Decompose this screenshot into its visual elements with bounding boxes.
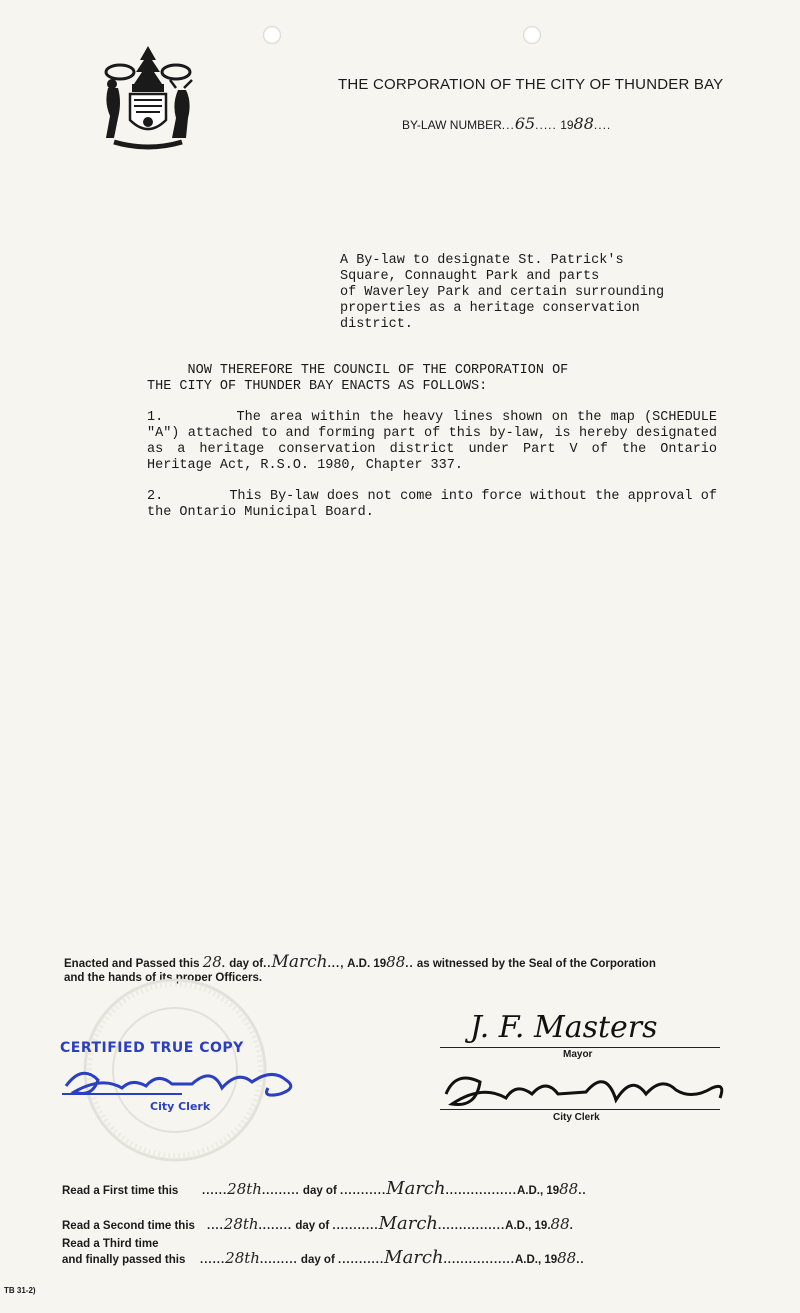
reading-day-of: day of (300, 1254, 335, 1266)
bylaw-purpose: A By-law to designate St. Patrick's Square, Connaught Park and parts of Waverley Park and certain surrounding properties as a heritage conservation district. (340, 253, 665, 332)
reading-label: Read a First time this (62, 1185, 179, 1197)
stamp-line1: CERTIFIED TRUE COPY (60, 1040, 244, 1056)
reading-ad: A.D., 19 (516, 1185, 560, 1197)
city-crest-icon (92, 42, 204, 154)
clause-text: The area within the heavy lines shown on the map (SCHEDULE "A") attached to and forming part of this by-law, is hereby designated as a heritage conservation district under Part V of the Ontario Heritage Act, R.S.O. 1980, Chapter 337. (147, 410, 717, 473)
mayor-label: Mayor (563, 1049, 593, 1060)
reading-year: 88 (557, 1249, 577, 1267)
reading-month: March (384, 1247, 444, 1268)
clause-1 (147, 410, 717, 474)
bylaw-number-value: 65 (514, 114, 536, 133)
mayor-signature: J. F. Masters (470, 1010, 658, 1045)
reading-day: 28th (227, 1180, 262, 1198)
mayor-signature-line (440, 1047, 720, 1048)
reading-ad: A.D., 19 (514, 1254, 558, 1266)
reading-day: 28th (225, 1249, 260, 1267)
reading-third: Read a Third time and finally passed this ......28th......... day of ...........March.................A.D., 1988.. (62, 1238, 585, 1268)
enactment-suffix: as witnessed by the Seal of the Corporation (416, 958, 656, 970)
bylaw-number-line: BY-LAW NUMBER...65..... 1988.... (402, 114, 612, 133)
form-code: TB 31-2) (4, 1286, 36, 1295)
reading-first: Read a First time this ......28th......... day of ...........March.................A.D., 1988.. (62, 1178, 587, 1199)
reading-label-2: and finally passed this (62, 1254, 186, 1266)
bylaw-number-label: BY-LAW NUMBER (402, 118, 502, 132)
enactment-line2: and the hands of its proper Officers. (64, 972, 263, 984)
reading-year: 88 (550, 1215, 570, 1233)
stamp-line2: City Clerk (150, 1100, 211, 1113)
enactment-day: 28 (202, 953, 222, 971)
clause-2 (147, 489, 717, 521)
preamble: NOW THEREFORE THE COUNCIL OF THE CORPORATION OF THE CITY OF THUNDER BAY ENACTS AS FOLLOWS: (147, 363, 569, 394)
enactment-prefix: Enacted and Passed this (64, 958, 200, 970)
enactment-statement: Enacted and Passed this 28. day of..March..., A.D. 1988.. as witnessed by the Seal of the Corporation and the hands of its proper Officers. (64, 955, 744, 985)
reading-day-of: day of (295, 1220, 330, 1232)
reading-day: 28th (223, 1215, 259, 1233)
enactment-month: March (271, 952, 328, 972)
enactment-day-of: day of (229, 958, 264, 970)
reading-month: March (386, 1178, 446, 1199)
reading-ad: A.D., 19. (505, 1220, 551, 1232)
reading-year: 88 (559, 1180, 579, 1198)
reading-month: March (378, 1213, 439, 1234)
enactment-ad: A.D. 19 (347, 958, 387, 970)
city-clerk-signature (436, 1064, 736, 1119)
clerk-label: City Clerk (553, 1112, 600, 1123)
bylaw-year-value: 88 (573, 114, 594, 133)
clause-number: 2. (147, 489, 164, 504)
clause-text: This By-law does not come into force without the approval of the Ontario Municipal Board. (147, 489, 717, 520)
bylaw-year-prefix: 19 (560, 118, 574, 132)
reading-day-of: day of (302, 1185, 337, 1197)
reading-label: Read a Third time (62, 1238, 159, 1250)
enactment-year: 88 (386, 953, 406, 971)
punch-hole (523, 26, 541, 44)
reading-label: Read a Second time this (62, 1220, 195, 1232)
punch-hole (263, 26, 281, 44)
corporation-title: THE CORPORATION OF THE CITY OF THUNDER BAY (338, 76, 724, 93)
reading-second: Read a Second time this ....28th........ day of ...........March................A.D., 19.88. (62, 1213, 574, 1234)
certified-stamp (60, 1040, 244, 1113)
clerk-signature-line (440, 1109, 720, 1110)
clause-number: 1. (147, 410, 164, 425)
